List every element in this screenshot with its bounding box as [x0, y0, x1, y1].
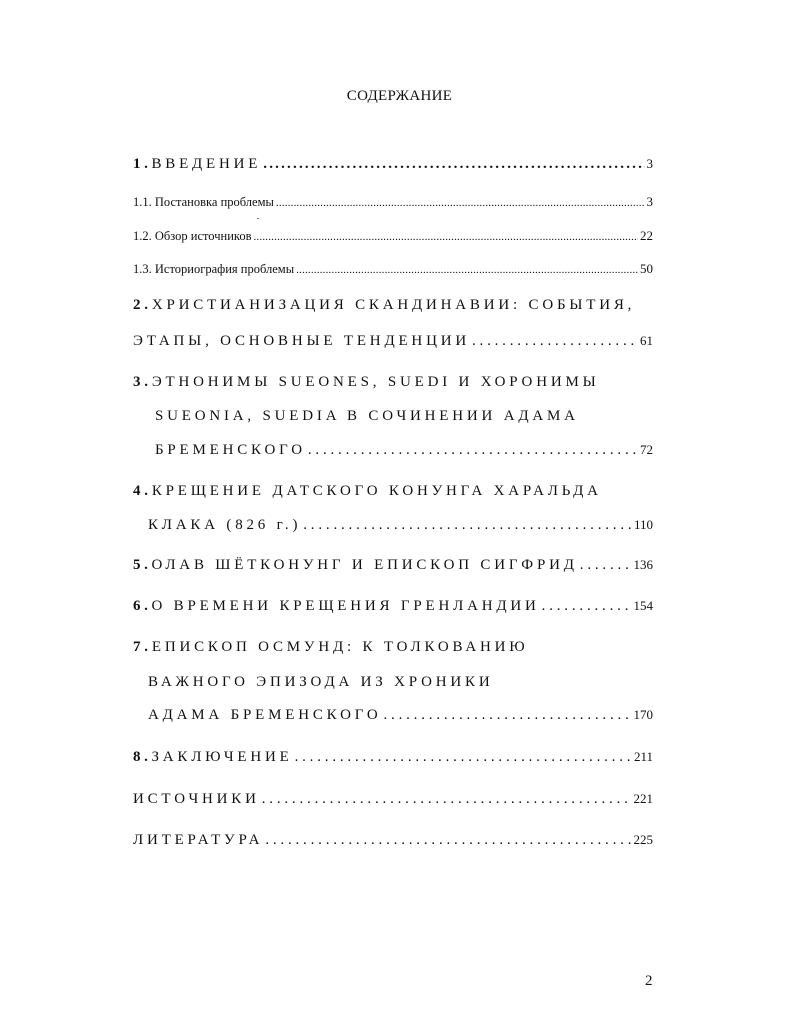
- chapter-number: 1.: [133, 156, 152, 172]
- chapter-label: О ВРЕМЕНИ КРЕЩЕНИЯ ГРЕНЛАНДИИ: [151, 598, 540, 614]
- toc-entry-chapter-3: [133, 374, 599, 391]
- dot-leader: [383, 707, 631, 724]
- toc-subentry: [133, 228, 653, 244]
- toc-entry-chapter-4: [133, 483, 602, 500]
- chapter-label: ХРИСТИАНИЗАЦИЯ СКАНДИНАВИИ: СОБЫТИЯ,: [151, 297, 636, 313]
- dot-leader: [472, 333, 638, 350]
- chapter-label: ОЛАВ ШЁТКОНУНГ И ЕПИСКОП СИГФРИД: [151, 557, 578, 573]
- dot-leader: [253, 231, 638, 243]
- dot-leader: [296, 264, 638, 276]
- page-ref: 136: [633, 557, 653, 572]
- chapter-number: 2.: [133, 297, 152, 313]
- chapter-number: 7.: [133, 639, 152, 655]
- chapter-label: ИСТОЧНИКИ: [133, 791, 260, 807]
- dot-leader: [263, 156, 644, 173]
- toc-entry-chapter-7: [133, 639, 529, 656]
- subentry-label: 1.3. Историография проблемы: [133, 262, 295, 276]
- chapter-number: 6.: [133, 598, 152, 614]
- chapter-number: 5.: [133, 557, 152, 573]
- subentry-label: 1.2. Обзор источников: [133, 229, 252, 243]
- chapter-number: 8.: [133, 749, 152, 765]
- dot-leader: [580, 557, 632, 574]
- toc-entry-chapter-3-cont: [155, 442, 653, 459]
- toc-subentry: [133, 261, 653, 277]
- page-ref: 72: [640, 442, 653, 457]
- toc-entry-introduction: [133, 156, 653, 173]
- chapter-number: 3.: [133, 374, 152, 390]
- scan-speck: [257, 218, 259, 219]
- page-number: 2: [645, 973, 653, 989]
- chapter-label: ЕПИСКОП ОСМУНД: К ТОЛКОВАНИЮ: [151, 639, 529, 655]
- chapter-label-cont: ЭТАПЫ, ОСНОВНЫЕ ТЕНДЕНЦИИ: [133, 333, 470, 349]
- dot-leader: [303, 517, 632, 534]
- toc-entry-chapter-7-cont: [148, 707, 653, 724]
- chapter-label: ЛИТЕРАТУРА: [133, 832, 264, 848]
- chapter-label: ВВЕДЕНИЕ: [151, 156, 262, 172]
- dot-leader: [542, 598, 632, 615]
- page-ref: 22: [640, 228, 653, 243]
- toc-subentry: [133, 194, 653, 210]
- page-ref: 3: [646, 156, 653, 171]
- chapter-label-cont: БРЕМЕНСКОГО: [155, 442, 306, 458]
- toc-entry-chapter-6: [133, 598, 653, 615]
- toc-entry-literature: [133, 832, 653, 849]
- chapter-label: ЗАКЛЮЧЕНИЕ: [151, 749, 293, 765]
- toc-entry-chapter-5: [133, 557, 653, 574]
- dot-leader: [295, 749, 632, 766]
- toc-entry-conclusion: [133, 749, 653, 766]
- page-ref: 170: [633, 707, 653, 722]
- page-ref: 154: [633, 598, 653, 613]
- toc-entry-chapter-2: [133, 297, 635, 314]
- page-title: СОДЕРЖАНИЕ: [346, 88, 453, 104]
- toc-entry-chapter-4-cont: [148, 517, 653, 534]
- chapter-label: КРЕЩЕНИЕ ДАТСКОГО КОНУНГА ХАРАЛЬДА: [151, 483, 602, 499]
- dot-leader: [308, 442, 638, 459]
- chapter-number: 4.: [133, 483, 152, 499]
- chapter-label: ЭТНОНИМЫ SUEONES, SUEDI И ХОРОНИМЫ: [151, 374, 600, 390]
- page-ref: 221: [633, 791, 653, 806]
- chapter-label-cont: АДАМА БРЕМЕНСКОГО: [148, 707, 382, 723]
- page-ref: 225: [633, 832, 653, 847]
- chapter-label-cont: SUEONIA, SUEDIA В СОЧИНЕНИИ АДАМА: [155, 408, 579, 424]
- page-ref: 3: [646, 194, 653, 209]
- page-ref: 50: [640, 261, 653, 276]
- page-ref: 211: [633, 749, 653, 764]
- dot-leader: [276, 197, 645, 209]
- dot-leader: [262, 791, 632, 808]
- page-ref: 110: [633, 517, 653, 532]
- toc-entry-chapter-2-cont: [133, 333, 653, 350]
- subentry-label: 1.1. Постановка проблемы: [133, 195, 274, 209]
- chapter-label-cont: ВАЖНОГО ЭПИЗОДА ИЗ ХРОНИКИ: [148, 674, 494, 690]
- page-ref: 61: [640, 333, 653, 348]
- toc-entry-sources: [133, 791, 653, 808]
- dot-leader: [265, 832, 631, 849]
- chapter-label-cont: КЛАКА (826 г.): [148, 517, 302, 533]
